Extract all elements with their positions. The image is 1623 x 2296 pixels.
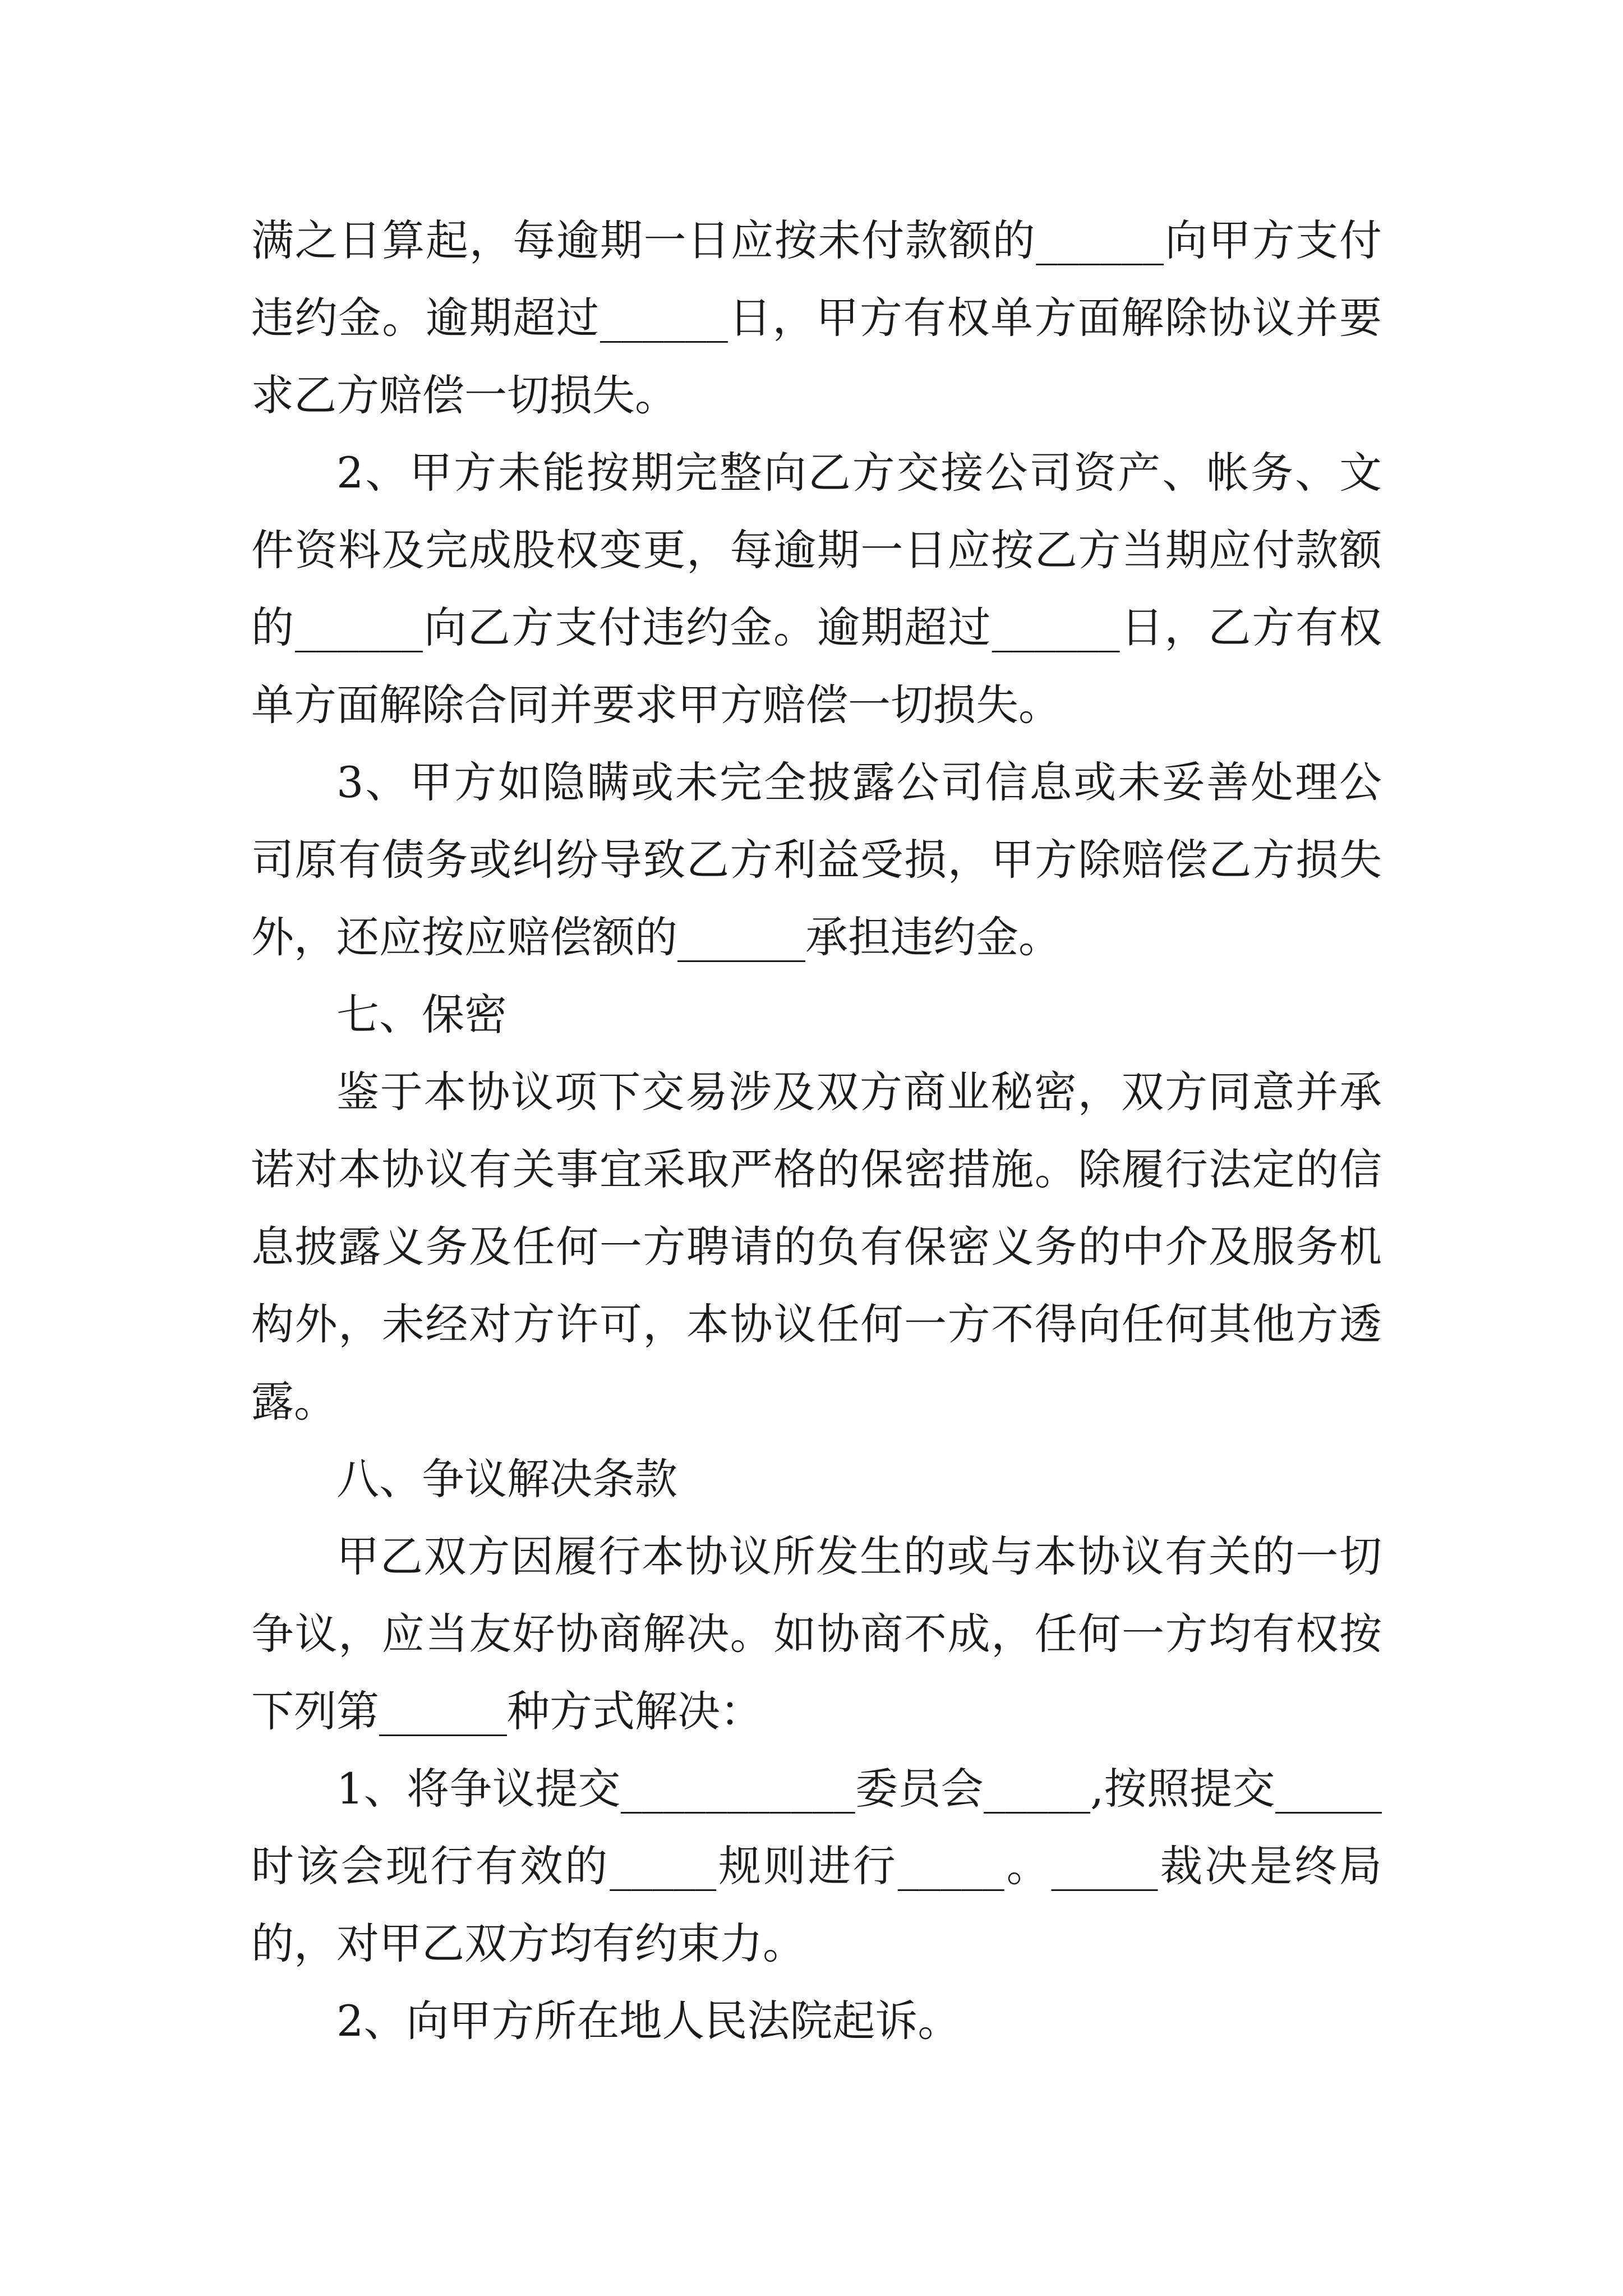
paragraph-penalty-party-b: 满之日算起，每逾期一日应按未付款额的______向甲方支付违约金。逾期超过______日，甲方有权单方面解除协议并要求乙方赔偿一切损失。 — [251, 215, 1382, 420]
paragraph-nondisclosure-penalty: 3、甲方如隐瞒或未完全披露公司信息或未妥善处理公司原有债务或纠纷导致乙方利益受损，甲方除赔偿乙方损失外，还应按应赔偿额的______承担违约金。 — [251, 757, 1382, 962]
section-heading-confidentiality: 七、保密 — [336, 990, 507, 1039]
paragraph-dispute-resolution: 甲乙双方因履行本协议所发生的或与本协议有关的一切争议，应当友好协商解决。如协商不成，任何一方均有权按下列第______种方式解决： — [251, 1531, 1382, 1736]
paragraph-litigation-option: 2、向甲方所在地人民法院起诉。 — [336, 1996, 961, 2046]
paragraph-confidentiality: 鉴于本协议项下交易涉及双方商业秘密，双方同意并承诺对本协议有关事宜采取严格的保密措施。除履行法定的信息披露义务及任何一方聘请的负有保密义务的中介及服务机构外，未经对方许可，本协议任何一方不得向任何其他方透露。 — [251, 1067, 1382, 1427]
paragraph-arbitration-option: 1、将争议提交___________委员会_____,按照提交_____时该会现行有效的_____规则进行_____。_____裁决是终局的，对甲乙双方均有约束力。 — [251, 1764, 1382, 1968]
section-heading-dispute-resolution: 八、争议解决条款 — [336, 1454, 677, 1504]
paragraph-penalty-party-a: 2、甲方未能按期完整向乙方交接公司资产、帐务、文件资料及完成股权变更，每逾期一日应按乙方当期应付款额的______向乙方支付违约金。逾期超过______日，乙方有权单方面解除合同并要求甲方赔偿一切损失。 — [251, 448, 1382, 730]
document-page — [251, 202, 1382, 2060]
